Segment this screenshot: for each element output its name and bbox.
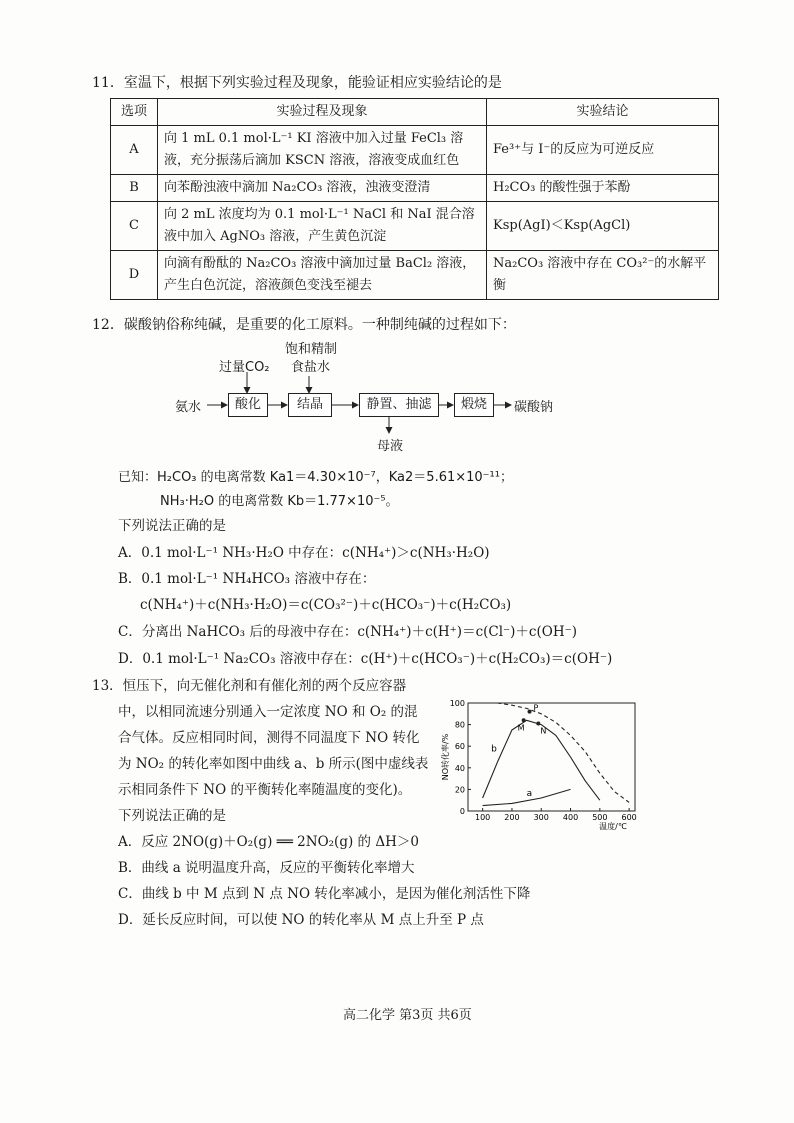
y-tick-label: 60: [454, 742, 465, 752]
q13-option-a: A．反应 2NO(g)＋O₂(g) ══ 2NO₂(g) 的 ΔH＞0: [118, 834, 419, 850]
x-tick-label: 100: [475, 813, 491, 822]
q13-line-3: 合气体。反应相同时间，测得不同温度下 NO 转化: [118, 730, 420, 746]
q13-option-c: C．曲线 b 中 M 点到 N 点 NO 转化率减小，是因为催化剂活性下降: [118, 886, 531, 902]
step-acidify: 酸化: [228, 393, 268, 417]
series-label-a: a: [526, 789, 533, 800]
y-tick-label: 40: [454, 763, 465, 773]
option-cell: D: [111, 251, 158, 300]
conclusion-cell: Ksp(AgI)＜Ksp(AgCl): [487, 202, 719, 251]
x-tick-label: 500: [592, 813, 608, 822]
q12-option-c: C．分离出 NaHCO₃ 后的母液中存在：c(NH₄⁺)＋c(H⁺)＝c(Cl⁻)＋c(OH⁻): [118, 624, 577, 640]
equilibrium-dashed-line: [497, 703, 629, 802]
header-option: 选项: [111, 99, 158, 126]
table-row: [111, 251, 719, 300]
process-flow-diagram: [175, 338, 575, 458]
conclusion-cell: Na₂CO₃ 溶液中存在 CO₃²⁻的水解平衡: [487, 251, 719, 300]
mother-liquor-label: 母液: [377, 439, 404, 454]
conclusion-cell: Fe³⁺与 I⁻的反应为可逆反应: [487, 126, 719, 175]
table-row: [111, 126, 719, 175]
table-row: [111, 202, 719, 251]
brine-label-1: 饱和精制: [285, 342, 338, 357]
y-tick-label: 100: [449, 699, 465, 708]
x-tick-label: 600: [621, 813, 637, 822]
q11-title: 11．室温下，根据下列实验过程及现象，能验证相应实验结论的是: [92, 75, 502, 91]
point-M: [522, 718, 526, 722]
page-footer: 高二化学 第3页 共6页: [343, 1008, 472, 1023]
x-tick-label: 300: [533, 813, 549, 822]
q13-line-4: 为 NO₂ 的转化率如图中曲线 a、b 所示(图中虚线表: [118, 756, 429, 772]
option-cell: C: [111, 202, 158, 251]
q13-line-5: 示相同条件下 NO 的平衡转化率随温度的变化)。: [118, 782, 412, 798]
q12-ask: 下列说法正确的是: [118, 518, 226, 534]
co2-label: 过量CO₂: [219, 360, 270, 375]
point-P: [528, 710, 532, 714]
y-tick-label: 0: [459, 807, 465, 816]
table-header-row: [111, 99, 719, 126]
table-row: [111, 175, 719, 202]
q13-line-1: 13．恒压下，向无催化剂和有催化剂的两个反应容器: [92, 678, 407, 694]
series-label-b: b: [491, 744, 497, 755]
y-tick-label: 80: [454, 720, 465, 730]
chart-svg: [440, 693, 650, 833]
q13-line-2: 中，以相同流速分别通入一定浓度 NO 和 O₂ 的混: [118, 704, 418, 720]
point-label-M: M: [517, 723, 525, 733]
q12-option-b-cont: c(NH₄⁺)＋c(NH₃·H₂O)＝c(CO₃²⁻)＋c(HCO₃⁻)＋c(H₂CO₃): [140, 597, 512, 613]
option-cell: B: [111, 175, 158, 202]
given-line-1: 已知：H₂CO₃ 的电离常数 Ka1＝4.30×10⁻⁷，Ka2＝5.61×10⁻¹¹；: [118, 470, 513, 485]
output-label: 碳酸钠: [514, 400, 554, 415]
step-calcine: 煅烧: [454, 393, 494, 417]
point-N: [536, 722, 540, 726]
x-axis-label: 温度/℃: [599, 822, 627, 831]
q11-table: [110, 98, 719, 300]
procedure-cell: 向苯酚浊液中滴加 Na₂CO₃ 溶液，浊液变澄清: [158, 175, 487, 202]
q12-option-a: A．0.1 mol·L⁻¹ NH₃·H₂O 中存在：c(NH₄⁺)＞c(NH₃·H₂O): [118, 545, 490, 561]
q13-option-d: D．延长反应时间，可以使 NO 的转化率从 M 点上升至 P 点: [118, 912, 484, 928]
q13-ask: 下列说法正确的是: [118, 808, 226, 824]
step-crystallize: 结晶: [288, 393, 332, 417]
y-axis-label: NO转化率/%: [441, 733, 450, 781]
brine-label-2: 食盐水: [291, 360, 331, 375]
conclusion-cell: H₂CO₃ 的酸性强于苯酚: [487, 175, 719, 202]
step-filter: 静置、抽滤: [359, 393, 439, 417]
header-procedure: 实验过程及现象: [158, 99, 487, 126]
option-cell: A: [111, 126, 158, 175]
point-label-N: N: [540, 726, 547, 736]
given-line-2: NH₃·H₂O 的电离常数 Kb＝1.77×10⁻⁵。: [160, 494, 399, 509]
procedure-cell: 向 2 mL 浓度均为 0.1 mol·L⁻¹ NaCl 和 NaI 混合溶液中加入 AgNO₃ 溶液，产生黄色沉淀: [158, 202, 487, 251]
header-conclusion: 实验结论: [487, 99, 719, 126]
input-label: 氨水: [175, 400, 202, 415]
q12-title: 12．碳酸钠俗称纯碱，是重要的化工原料。一种制纯碱的过程如下：: [92, 317, 516, 333]
q12-option-d: D．0.1 mol·L⁻¹ Na₂CO₃ 溶液中存在：c(H⁺)＋c(HCO₃⁻)＋c(H₂CO₃)＝c(OH⁻): [118, 651, 613, 667]
q13-option-b: B．曲线 a 说明温度升高，反应的平衡转化率增大: [118, 860, 415, 876]
x-tick-label: 200: [504, 813, 520, 822]
point-label-P: P: [533, 703, 539, 713]
y-tick-label: 20: [454, 785, 465, 795]
procedure-cell: 向滴有酚酞的 Na₂CO₃ 溶液中滴加过量 BaCl₂ 溶液，产生白色沉淀，溶液颜色变浅至褪去: [158, 251, 487, 300]
procedure-cell: 向 1 mL 0.1 mol·L⁻¹ KI 溶液中加入过量 FeCl₃ 溶液，充分振荡后滴加 KSCN 溶液，溶液变成血红色: [158, 126, 487, 175]
conversion-chart: [440, 693, 650, 833]
q12-option-b: B．0.1 mol·L⁻¹ NH₄HCO₃ 溶液中存在：: [118, 571, 376, 587]
x-tick-label: 400: [562, 813, 579, 822]
